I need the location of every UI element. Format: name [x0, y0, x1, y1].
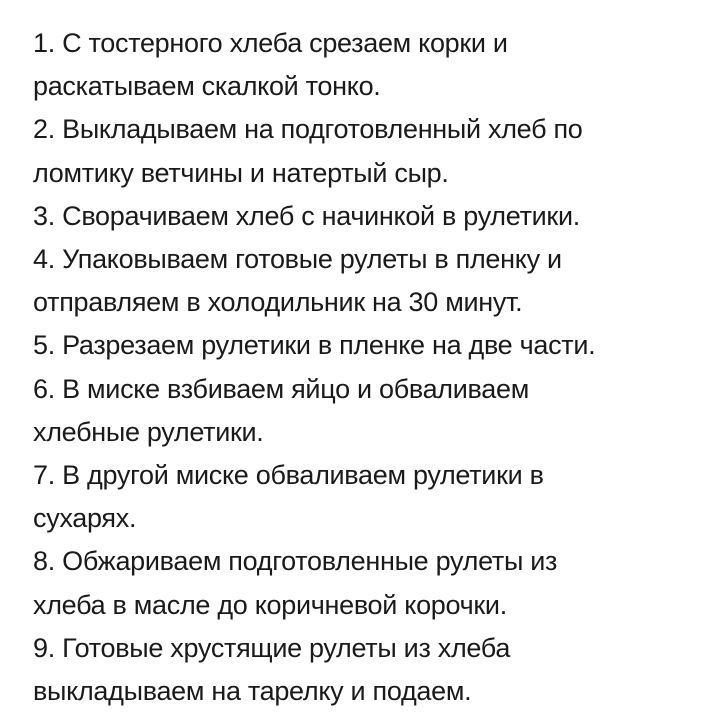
step-line: 1. С тостерного хлеба срезаем корки и [33, 28, 508, 58]
step-4 [33, 238, 693, 324]
recipe-steps [33, 22, 693, 713]
step-5 [33, 324, 693, 367]
step-line: 6. В миске взбиваем яйцо и обваливаем [33, 373, 529, 404]
step-line: раскатываем скалкой тонко. [33, 71, 381, 102]
step-line: хлебные рулетики. [33, 416, 264, 447]
step-9 [33, 627, 693, 713]
step-3 [33, 195, 693, 238]
step-1 [33, 22, 693, 108]
step-line: 7. В другой миске обваливаем рулетики в [33, 460, 544, 491]
step-2 [33, 108, 693, 194]
step-line: 5. Разрезаем рулетики в пленке на две части. [33, 330, 596, 361]
step-8 [33, 540, 693, 626]
step-line: отправляем в холодильник на 30 минут. [33, 287, 523, 318]
step-line: 8. Обжариваем подготовленные рулеты из [33, 546, 558, 577]
step-line: 3. Сворачиваем хлеб с начинкой в рулетики. [33, 200, 580, 231]
step-6 [33, 368, 693, 454]
step-line: сухарях. [33, 503, 137, 534]
step-line: 9. Готовые хрустящие рулеты из хлеба [33, 632, 511, 663]
step-line: хлеба в масле до коричневой корочки. [33, 589, 507, 620]
step-line: 2. Выкладываем на подготовленный хлеб по [33, 114, 583, 145]
step-line: 4. Упаковываем готовые рулеты в пленку и [33, 244, 562, 275]
step-line: ломтику ветчины и натертый сыр. [33, 157, 449, 188]
step-line: выкладываем на тарелку и подаем. [33, 676, 472, 707]
step-7 [33, 454, 693, 540]
